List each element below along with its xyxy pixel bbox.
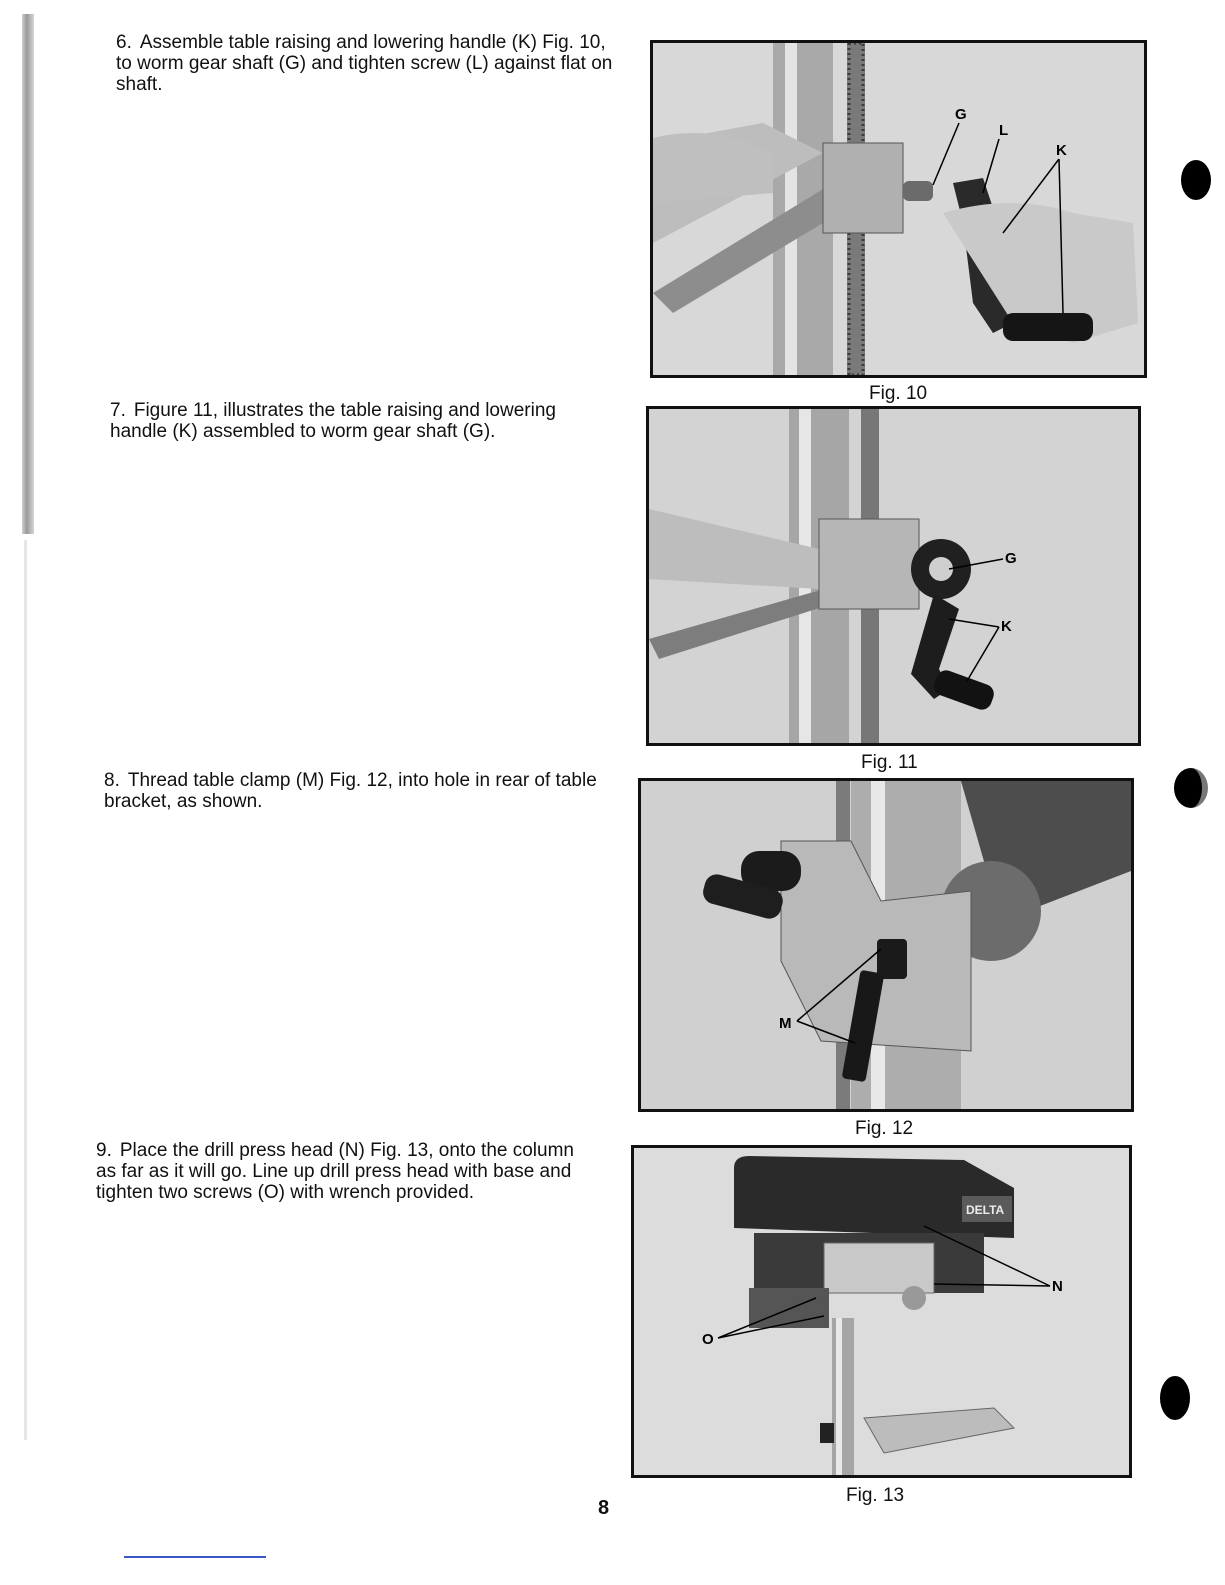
figure-12-photo [638, 778, 1134, 1112]
step-6-line-3: shaft. [116, 74, 163, 95]
step-6-line-2: to worm gear shaft (G) and tighten screw (L) against flat on [116, 53, 613, 74]
page-number: 8 [598, 1497, 610, 1519]
step-8 [104, 770, 604, 812]
figure-10-leader-k2 [1059, 159, 1063, 313]
figure-11-caption: Fig. 11 [861, 752, 918, 773]
figure-10-callout-g: G [955, 106, 967, 123]
figure-12-leader-m2 [797, 1021, 855, 1043]
step-8-number: 8. [104, 770, 120, 791]
figure-13-photo [631, 1145, 1132, 1478]
figure-12-callout-m: M [779, 1015, 792, 1032]
figure-10-callout-l: L [999, 122, 1009, 139]
binding-edge-shadow [24, 540, 27, 1440]
figure-11-callout-k: K [1001, 618, 1012, 635]
figure-13-callout-o: O [702, 1331, 714, 1348]
binder-hole-bottom [1160, 1376, 1190, 1420]
step-9-line-3: tighten two screws (O) with wrench provided. [96, 1182, 475, 1203]
figure-13-leader-n2 [934, 1284, 1050, 1286]
figure-13-leader-o1 [718, 1298, 816, 1338]
binding-edge [22, 14, 34, 534]
figure-11-leader-g [949, 559, 1003, 569]
step-7-line-2: handle (K) assembled to worm gear shaft (G). [110, 421, 496, 442]
step-7-number: 7. [110, 400, 126, 421]
binder-hole-middle [1174, 768, 1208, 808]
figure-10-leader-k1 [1003, 159, 1059, 233]
step-8-line-2: bracket, as shown. [104, 791, 263, 812]
figure-12-leader-m1 [797, 949, 881, 1021]
figure-11-leader-k2 [967, 627, 999, 681]
step-6-line-1: 6. Assemble table raising and lowering handle (K) Fig. 10, [116, 32, 606, 53]
figure-10-caption: Fig. 10 [869, 383, 928, 404]
bottom-rule [124, 1556, 266, 1558]
step-9-line-2: as far as it will go. Line up drill press head with base and [96, 1161, 572, 1182]
figure-13-leader-o2 [718, 1316, 824, 1338]
step-9 [96, 1140, 606, 1203]
figure-13-brand-label: DELTA [966, 1203, 1005, 1217]
step-9-line-1: 9. Place the drill press head (N) Fig. 13, onto the column [96, 1140, 574, 1161]
step-6 [116, 32, 616, 95]
figure-10-leader-g [933, 123, 959, 185]
figure-12-caption: Fig. 12 [855, 1118, 914, 1139]
figure-11-callout-g: G [1005, 550, 1017, 567]
step-7-line-1: 7. Figure 11, illustrates the table raising and lowering [110, 400, 556, 421]
figure-10-leader-l [983, 139, 999, 193]
step-8-line-1: 8. Thread table clamp (M) Fig. 12, into hole in rear of table [104, 770, 597, 791]
figure-13-leader-n1 [924, 1226, 1050, 1286]
figure-11-photo [646, 406, 1141, 746]
binder-hole-top [1181, 160, 1211, 200]
figure-11-leader-k1 [949, 619, 999, 627]
step-7 [110, 400, 610, 442]
step-9-number: 9. [96, 1140, 112, 1161]
figure-13-caption: Fig. 13 [846, 1485, 905, 1506]
figure-10-photo [650, 40, 1147, 378]
figure-13-callout-n: N [1052, 1278, 1063, 1295]
figure-10-callout-k: K [1056, 142, 1067, 159]
step-6-number: 6. [116, 32, 132, 53]
